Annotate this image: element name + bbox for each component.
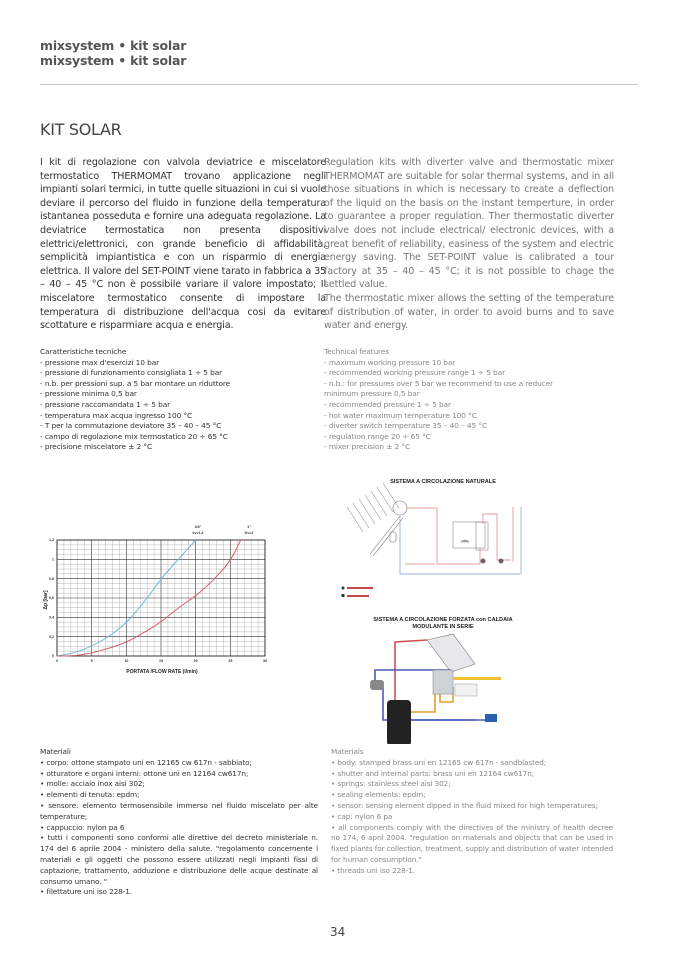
series-label-1: 1" [247, 525, 251, 529]
material-item: • filettature uni iso 228-1. [40, 887, 132, 897]
pressure-drop-chart [30, 515, 290, 680]
spec-item: - n.b.: for pressures over 5 bar we recommend to use a reducer [324, 378, 553, 388]
spec-item: - T per la commutazione deviatore 35 – 40 – 45 °C [40, 421, 222, 431]
intro-english-part-2: The thermostatic mixer allows the setting of the temperature of distribution of water, in order to avoid burns and to save water and energy. [324, 292, 614, 332]
spec-item: - maximum working pressure 10 bar [324, 357, 456, 367]
material-item: • body: stamped brass uni en 12165 cw 617n - sandblasted; [331, 757, 547, 767]
x-tick-label: 30 [263, 659, 267, 663]
spec-item: - recommended pressure 1 ÷ 5 bar [324, 399, 451, 409]
y-tick-label: 1,2 [49, 538, 54, 543]
solar-rays-icon [347, 483, 399, 532]
intro-paragraph-english [324, 156, 614, 333]
material-item: • shutter and internal parts: brass uni en 12164 cw617n; [331, 768, 535, 778]
material-item: • corpo: ottone stampato uni en 12165 cw 617n - sabbiato; [40, 757, 252, 767]
y-tick-label: 0,6 [49, 596, 54, 601]
y-tick-label: 0,2 [49, 634, 54, 639]
spec-item: - pressione di funzionamento consigliata 1 ÷ 5 bar [40, 368, 223, 378]
spec-item: - diverter switch temperature 35 – 40 – 45 °C [324, 421, 488, 431]
material-item: • molle: acciaio inox aisi 302; [40, 779, 145, 789]
chart-ticks [49, 538, 267, 663]
header-divider [40, 84, 638, 85]
materials-italian [40, 747, 318, 898]
spec-item: - temperatura max acqua ingresso 100 °C [40, 410, 193, 420]
series-label-1-kv: Kv=2 [244, 531, 254, 535]
y-tick-label: 1 [52, 557, 54, 562]
running-header [40, 38, 186, 68]
control-unit-icon [455, 684, 477, 696]
material-item: • sensore: elemento termosensibile immerso nel fluido miscelato per alte temperature; [40, 800, 318, 821]
material-item: • cappuccio: nylon pa 6 [40, 822, 125, 832]
material-item: • elementi di tenuta: epdm; [40, 790, 140, 800]
spec-item: - recommended working pressure range 1 ÷ 5 bar [324, 368, 506, 378]
materials-heading: Materials [331, 747, 364, 756]
diagram-legend [342, 587, 374, 598]
spec-item: - pressione raccomandata 1 ÷ 5 bar [40, 399, 171, 409]
diagram-title-forced-1: SISTEMA A CIRCOLAZIONE FORZATA con CALDAIA [373, 617, 513, 623]
y-tick-label: 0,4 [49, 615, 54, 620]
spec-item: - campo di regolazione mix termostatico 20 ÷ 65 °C [40, 431, 228, 441]
material-item: • otturatore e organi interni: ottone uni en 12164 cw617n; [40, 768, 249, 778]
y-tick-label: 0,8 [49, 576, 54, 581]
intro-english-part-1: Regulation kits with diverter valve and thermostatic mixer THERMOMAT are suitable for solar thermal systems, and in all those situations in which is necessary to create a deflection of the liquid on the basis on the instant temperture, in order to guarantee a proper regulation. Ther thermostatic diverter valve does not include electrical/ electronic devices, with a great benefit of reliability, easiness of the system and electric energy saving. The SET-POINT value is calibrated a tour factory at 35 – 40 – 45 °C; it is not possible to chage the settled value. [324, 157, 614, 291]
material-item: • tutti i componenti sono conformi alle direttive del decreto ministeriale n. 174 del 6 aprile 2004 - ministero della salute. "regolamento concernente i materiali e gli oggetti che possono essere utilizzati negli impianti fissi di captazione, trattamento, adduzione e distribuzione delle acque destinate al consumo umano. " [40, 833, 318, 886]
boiler-icon [433, 670, 453, 694]
x-tick-label: 10 [124, 659, 129, 663]
spec-item: minimum pressure 0,5 bar [324, 389, 420, 399]
page-number: 34 [330, 925, 346, 939]
material-item: • threads uni iso 228-1. [331, 865, 415, 875]
electrical-line [453, 677, 501, 680]
intro-paragraph-italian: I kit di regolazione con valvola deviatrice e miscelatore termostatico THERMOMAT trovano applicazione negli impianti solari termici, in tutte quelle situazioni in cui si vuole deviare il percorso del fluido in funzione della temperatura istantanea posseduta e fornire una adeguata regolazione. La deviatrice termostatica non presenta dispositivi elettrici/elettronici, con grande beneficio di affidabilità, semplicità impiantistica e con un risparmio di energia elettrica. Il valore del SET-POINT viene tarato in fabbrica a 35 – 40 – 45 °C non è possibile variare il valore impostato; Il miscelatore termostatico consente di impostare la temperatura di distribuzione dell'acqua cosi da evitare scottature e risparmiare acqua e energia. [40, 157, 326, 332]
forced-circulation-diagram [335, 612, 530, 744]
spec-item: - pressione minima 0,5 bar [40, 389, 137, 399]
material-item: • springs: stainless steel aisi 302; [331, 779, 451, 789]
x-tick-label: 20 [193, 659, 198, 663]
x-tick-label: 0 [56, 659, 58, 663]
spec-item: - mixer precision ± 2 °C [324, 442, 411, 452]
spec-item: - pressione max d'esercizi 10 bar [40, 357, 160, 367]
piping [400, 507, 521, 574]
diagram-title-forced-2: MODULANTE IN SERIE [412, 624, 474, 630]
page-title: KIT SOLAR [40, 120, 122, 139]
materials-heading: Materiali [40, 747, 71, 756]
x-tick-label: 15 [159, 659, 163, 663]
expansion-vessel-icon [370, 680, 384, 690]
pump-icon [485, 714, 497, 722]
materials-english [331, 747, 613, 877]
solar-collector-icon [370, 501, 407, 556]
x-tick-label: 25 [228, 659, 233, 663]
header-line-1: mixsystem • kit solar [40, 38, 187, 53]
thermostatic-valve-icons [481, 559, 504, 564]
tech-specs-italian [40, 347, 230, 453]
spec-item: - regulation range 20 ÷ 65 °C [324, 431, 431, 441]
material-item: • sealing elements: epdm; [331, 790, 426, 800]
series-label-3-4: 3/4" [194, 525, 202, 529]
y-axis-label: Δp [bar] [43, 590, 49, 610]
chart-grid [57, 540, 265, 656]
diagram-title-natural: SISTEMA A CIRCOLAZIONE NATURALE [390, 479, 496, 485]
header-line-2: mixsystem • kit solar [40, 53, 187, 68]
x-axis-label: PORTATA /FLOW RATE (l/min) [126, 669, 198, 675]
natural-circulation-diagram [335, 472, 530, 602]
boiler-icon [453, 522, 488, 550]
x-tick-label: 5 [90, 659, 93, 663]
material-item: • cap: nylon 6 pa [331, 811, 393, 821]
y-tick-label: 0 [52, 654, 54, 659]
spec-item: - hot water maximum temperature 100 °C [324, 410, 477, 420]
material-item: • all components comply with the directives of the ministry of health decree no 174, 6 april 2004. "regulation on materials and objects that can be used in fixed plants for collection, treatment, supply and distribution of water intended for human consumption." [331, 822, 613, 864]
solar-panel-icon [427, 634, 475, 672]
spec-item: - n.b. per pressioni sup. a 5 bar montare un riduttore [40, 378, 231, 388]
storage-tank-icon [387, 700, 411, 744]
tech-specs-english [324, 347, 553, 453]
series-label-3-4-kv: kv=1,4 [192, 531, 204, 535]
specs-heading: Caratteristiche tecniche [40, 347, 127, 356]
spec-item: - precisione miscelatore ± 2 °C [40, 442, 153, 452]
specs-heading: Technical features [324, 347, 390, 356]
material-item: • sensor: sensing element dipped in the fluid mixed for high temperatures; [331, 800, 598, 810]
